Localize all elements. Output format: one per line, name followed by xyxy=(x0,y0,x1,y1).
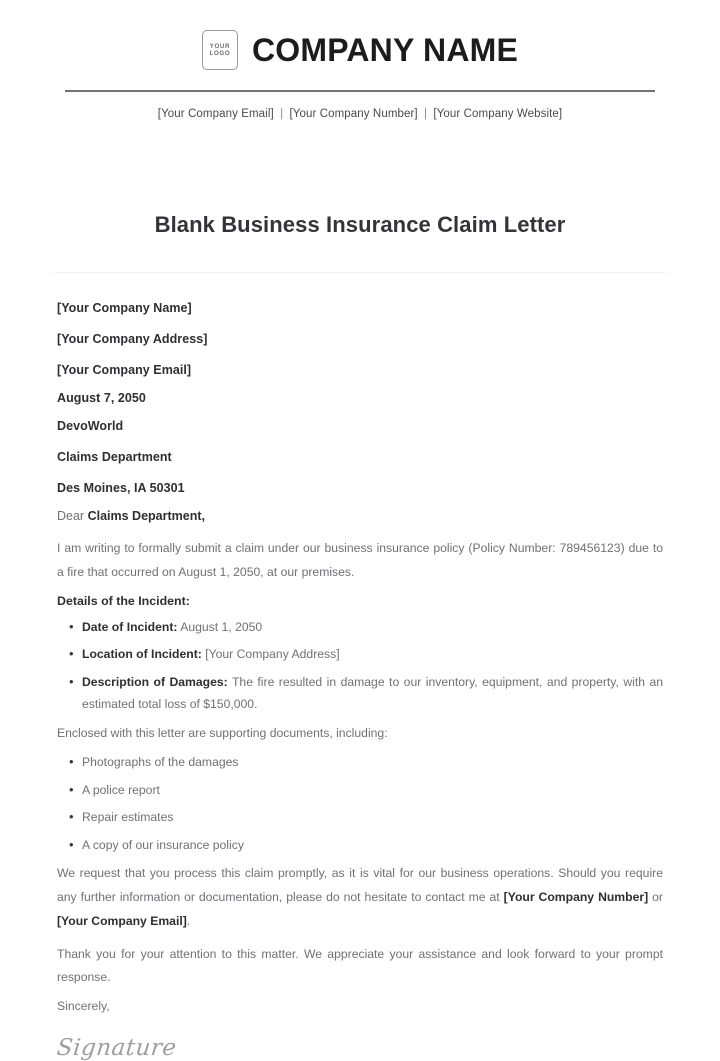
enclosures-lead-in: Enclosed with this letter are supporting documents, including: xyxy=(57,725,388,740)
header-divider xyxy=(65,90,655,92)
recipient-city-state-zip: Des Moines, IA 50301 xyxy=(57,481,185,495)
letter-body xyxy=(0,301,720,1061)
salutation-line xyxy=(57,509,663,523)
salutation-greeting: Dear xyxy=(57,509,85,523)
recipient-company: DevoWorld xyxy=(57,419,124,433)
closing-line: Sincerely, xyxy=(57,999,110,1014)
list-item: • A police report xyxy=(69,779,663,802)
list-item: • A copy of our insurance policy xyxy=(69,834,663,857)
enclosures-list xyxy=(57,751,663,856)
incident-details-heading: Details of the Incident: xyxy=(57,593,190,608)
sender-company-email: [Your Company Email] xyxy=(57,363,192,377)
recipient-department: Claims Department xyxy=(57,450,172,464)
company-name-heading: COMPANY NAME xyxy=(251,31,519,68)
request-text-part-3: . xyxy=(186,913,191,928)
incident-detail-label: Date of Incident: xyxy=(82,619,178,634)
contact-separator-1: | xyxy=(280,108,284,120)
company-website-placeholder: [Your Company Website] xyxy=(433,108,563,120)
company-contact-line xyxy=(0,108,720,120)
signature-mark: Signature xyxy=(55,1035,178,1061)
list-item: • Repair estimates xyxy=(69,806,663,829)
sender-company-name: [Your Company Name] xyxy=(57,301,192,315)
incident-detail-label: Location of Incident: xyxy=(82,647,202,662)
salutation-recipient: Claims Department, xyxy=(87,509,205,523)
list-item xyxy=(69,643,663,666)
contact-separator-2: | xyxy=(424,108,428,120)
incident-detail-value: [Your Company Address] xyxy=(205,647,340,662)
request-text-part-2: or xyxy=(648,890,663,905)
sender-company-address: [Your Company Address] xyxy=(57,332,208,346)
logo-text-line-2: LOGO xyxy=(209,50,231,57)
company-email-placeholder: [Your Company Email] xyxy=(157,108,274,120)
request-contact-number: [Your Company Number] xyxy=(503,890,649,905)
logo-text-line-1: YOUR xyxy=(209,42,231,50)
opening-paragraph: I am writing to formally submit a claim under our business insurance policy (Policy Number: 789456123) due to a fire that occurred on August 1, 2050, at our premises. xyxy=(57,541,663,579)
incident-detail-value: August 1, 2050 xyxy=(180,619,263,634)
document-title: Blank Business Insurance Claim Letter xyxy=(154,212,566,237)
company-logo-placeholder xyxy=(202,30,238,70)
request-paragraph xyxy=(57,862,663,933)
company-number-placeholder: [Your Company Number] xyxy=(289,108,418,120)
request-contact-email: [Your Company Email] xyxy=(57,913,187,928)
request-text-part-1: We request that you process this claim promptly, as it is vital for our business operations. Should you require any further information or documentation, please do not hesitate to contact me at xyxy=(57,866,663,905)
list-item xyxy=(69,616,663,639)
incident-detail-value: The fire resulted in damage to our inventory, equipment, and property, with an estimated total loss of $150,000. xyxy=(82,674,664,712)
letterhead xyxy=(0,0,720,70)
thanks-paragraph: Thank you for your attention to this matter. We appreciate your assistance and look forward to your prompt response. xyxy=(57,946,663,985)
incident-details-list xyxy=(57,616,663,716)
list-item: • Photographs of the damages xyxy=(69,751,663,774)
title-divider xyxy=(54,272,666,273)
letter-date: August 7, 2050 xyxy=(57,391,146,405)
incident-detail-label: Description of Damages: xyxy=(82,674,228,689)
list-item xyxy=(69,671,663,716)
